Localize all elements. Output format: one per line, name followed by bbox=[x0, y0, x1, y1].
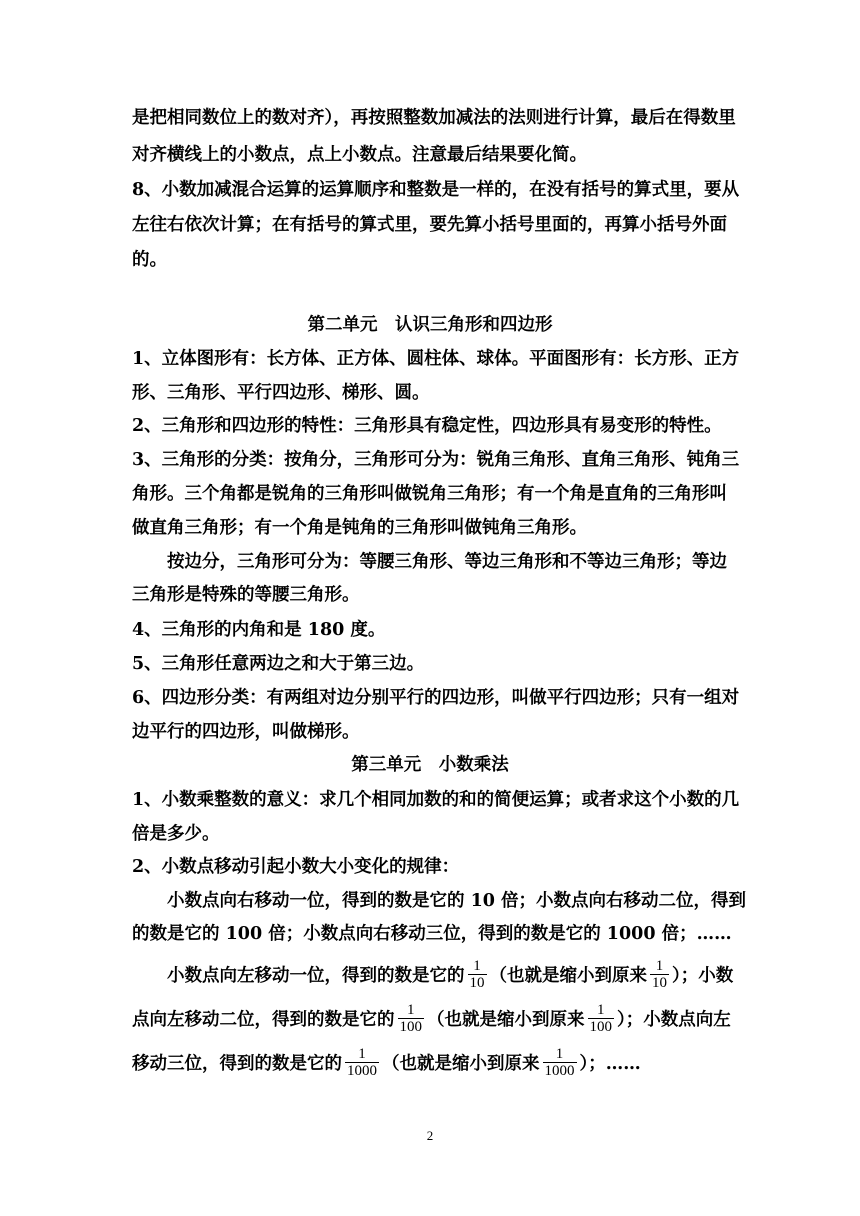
fraction-numerator: 1 bbox=[345, 1046, 379, 1063]
text-segment: （也就是缩小到原来 bbox=[427, 1010, 585, 1030]
fraction-denominator: 10 bbox=[652, 975, 667, 991]
fraction-line bbox=[167, 960, 733, 993]
paragraph-line: 倍是多少。 bbox=[132, 824, 220, 844]
paragraph-line: 小数点向右移动一位，得到的数是它的 10 倍；小数点向右移动二位，得到 bbox=[167, 891, 747, 911]
text-segment: （也就是缩小到原来 bbox=[382, 1054, 540, 1074]
text-segment: ）；小数 bbox=[672, 966, 734, 986]
paragraph-line: 6、四边形分类：有两组对边分别平行的四边形，叫做平行四边形；只有一组对 bbox=[132, 688, 740, 708]
fraction bbox=[543, 1046, 577, 1079]
fraction-numerator: 1 bbox=[543, 1046, 577, 1063]
unit3-heading: 第三单元 小数乘法 bbox=[351, 755, 509, 775]
paragraph-line: 的。 bbox=[132, 250, 167, 270]
paragraph-line: 三角形是特殊的等腰三角形。 bbox=[132, 585, 360, 605]
paragraph-line: 1、立体图形有：长方体、正方体、圆柱体、球体。平面图形有：长方形、正方 bbox=[132, 349, 740, 369]
paragraph-line: 角形。三个角都是锐角的三角形叫做锐角三角形；有一个角是直角的三角形叫 bbox=[132, 484, 727, 504]
fraction-denominator: 100 bbox=[399, 1019, 422, 1035]
fraction-numerator: 1 bbox=[650, 958, 669, 975]
fraction-denominator: 1000 bbox=[347, 1063, 377, 1079]
fraction-numerator: 1 bbox=[588, 1002, 615, 1019]
paragraph-line: 对齐横线上的小数点，点上小数点。注意最后结果要化简。 bbox=[132, 145, 587, 165]
fraction-denominator: 10 bbox=[469, 975, 485, 991]
fraction-numerator: 1 bbox=[468, 958, 487, 975]
text-segment: （也就是缩小到原来 bbox=[489, 966, 647, 986]
unit2-heading: 第二单元 认识三角形和四边形 bbox=[307, 315, 553, 335]
fraction-denominator: 100 bbox=[589, 1019, 612, 1035]
paragraph-line: 按边分，三角形可分为：等腰三角形、等边三角形和不等边三角形；等边 bbox=[167, 552, 727, 572]
fraction bbox=[588, 1002, 615, 1035]
text-segment: 小数点向左移动一位，得到的数是它的 bbox=[167, 966, 465, 986]
fraction bbox=[468, 958, 487, 991]
fraction bbox=[650, 958, 669, 991]
paragraph-line: 1、小数乘整数的意义：求几个相同加数的和的简便运算；或者求这个小数的几 bbox=[132, 790, 740, 810]
text-segment: 移动三位，得到的数是它的 bbox=[132, 1054, 342, 1074]
paragraph-line: 的数是它的 100 倍；小数点向右移动三位，得到的数是它的 1000 倍；…… bbox=[132, 924, 732, 944]
paragraph-line: 8、小数加减混合运算的运算顺序和整数是一样的，在没有括号的算式里，要从 bbox=[132, 180, 740, 200]
text-segment: ）；小数点向左 bbox=[617, 1010, 731, 1030]
fraction-denominator: 1000 bbox=[544, 1063, 575, 1079]
paragraph-line: 左往右依次计算；在有括号的算式里，要先算小括号里面的，再算小括号外面 bbox=[132, 215, 727, 235]
fraction-line bbox=[132, 1048, 641, 1081]
fraction-numerator: 1 bbox=[398, 1002, 425, 1019]
fraction-line bbox=[132, 1004, 731, 1037]
fraction bbox=[345, 1046, 379, 1079]
paragraph-line: 3、三角形的分类：按角分，三角形可分为：锐角三角形、直角三角形、钝角三 bbox=[132, 450, 740, 470]
paragraph-line: 做直角三角形；有一个角是钝角的三角形叫做钝角三角形。 bbox=[132, 518, 587, 538]
fraction bbox=[398, 1002, 425, 1035]
paragraph-line: 边平行的四边形，叫做梯形。 bbox=[132, 722, 360, 742]
page-number: 2 bbox=[426, 1128, 434, 1143]
paragraph-line: 5、三角形任意两边之和大于第三边。 bbox=[132, 654, 425, 674]
paragraph-line: 2、小数点移动引起小数大小变化的规律： bbox=[132, 857, 460, 877]
paragraph-line: 4、三角形的内角和是 180 度。 bbox=[132, 620, 386, 640]
paragraph-line: 是把相同数位上的数对齐），再按照整数加减法的法则进行计算，最后在得数里 bbox=[132, 108, 736, 128]
text-segment: 点向左移动二位，得到的数是它的 bbox=[132, 1010, 395, 1030]
text-segment: ）；…… bbox=[579, 1054, 641, 1074]
paragraph-line: 2、三角形和四边形的特性：三角形具有稳定性，四边形具有易变形的特性。 bbox=[132, 416, 722, 436]
paragraph-line: 形、三角形、平行四边形、梯形、圆。 bbox=[132, 383, 430, 403]
